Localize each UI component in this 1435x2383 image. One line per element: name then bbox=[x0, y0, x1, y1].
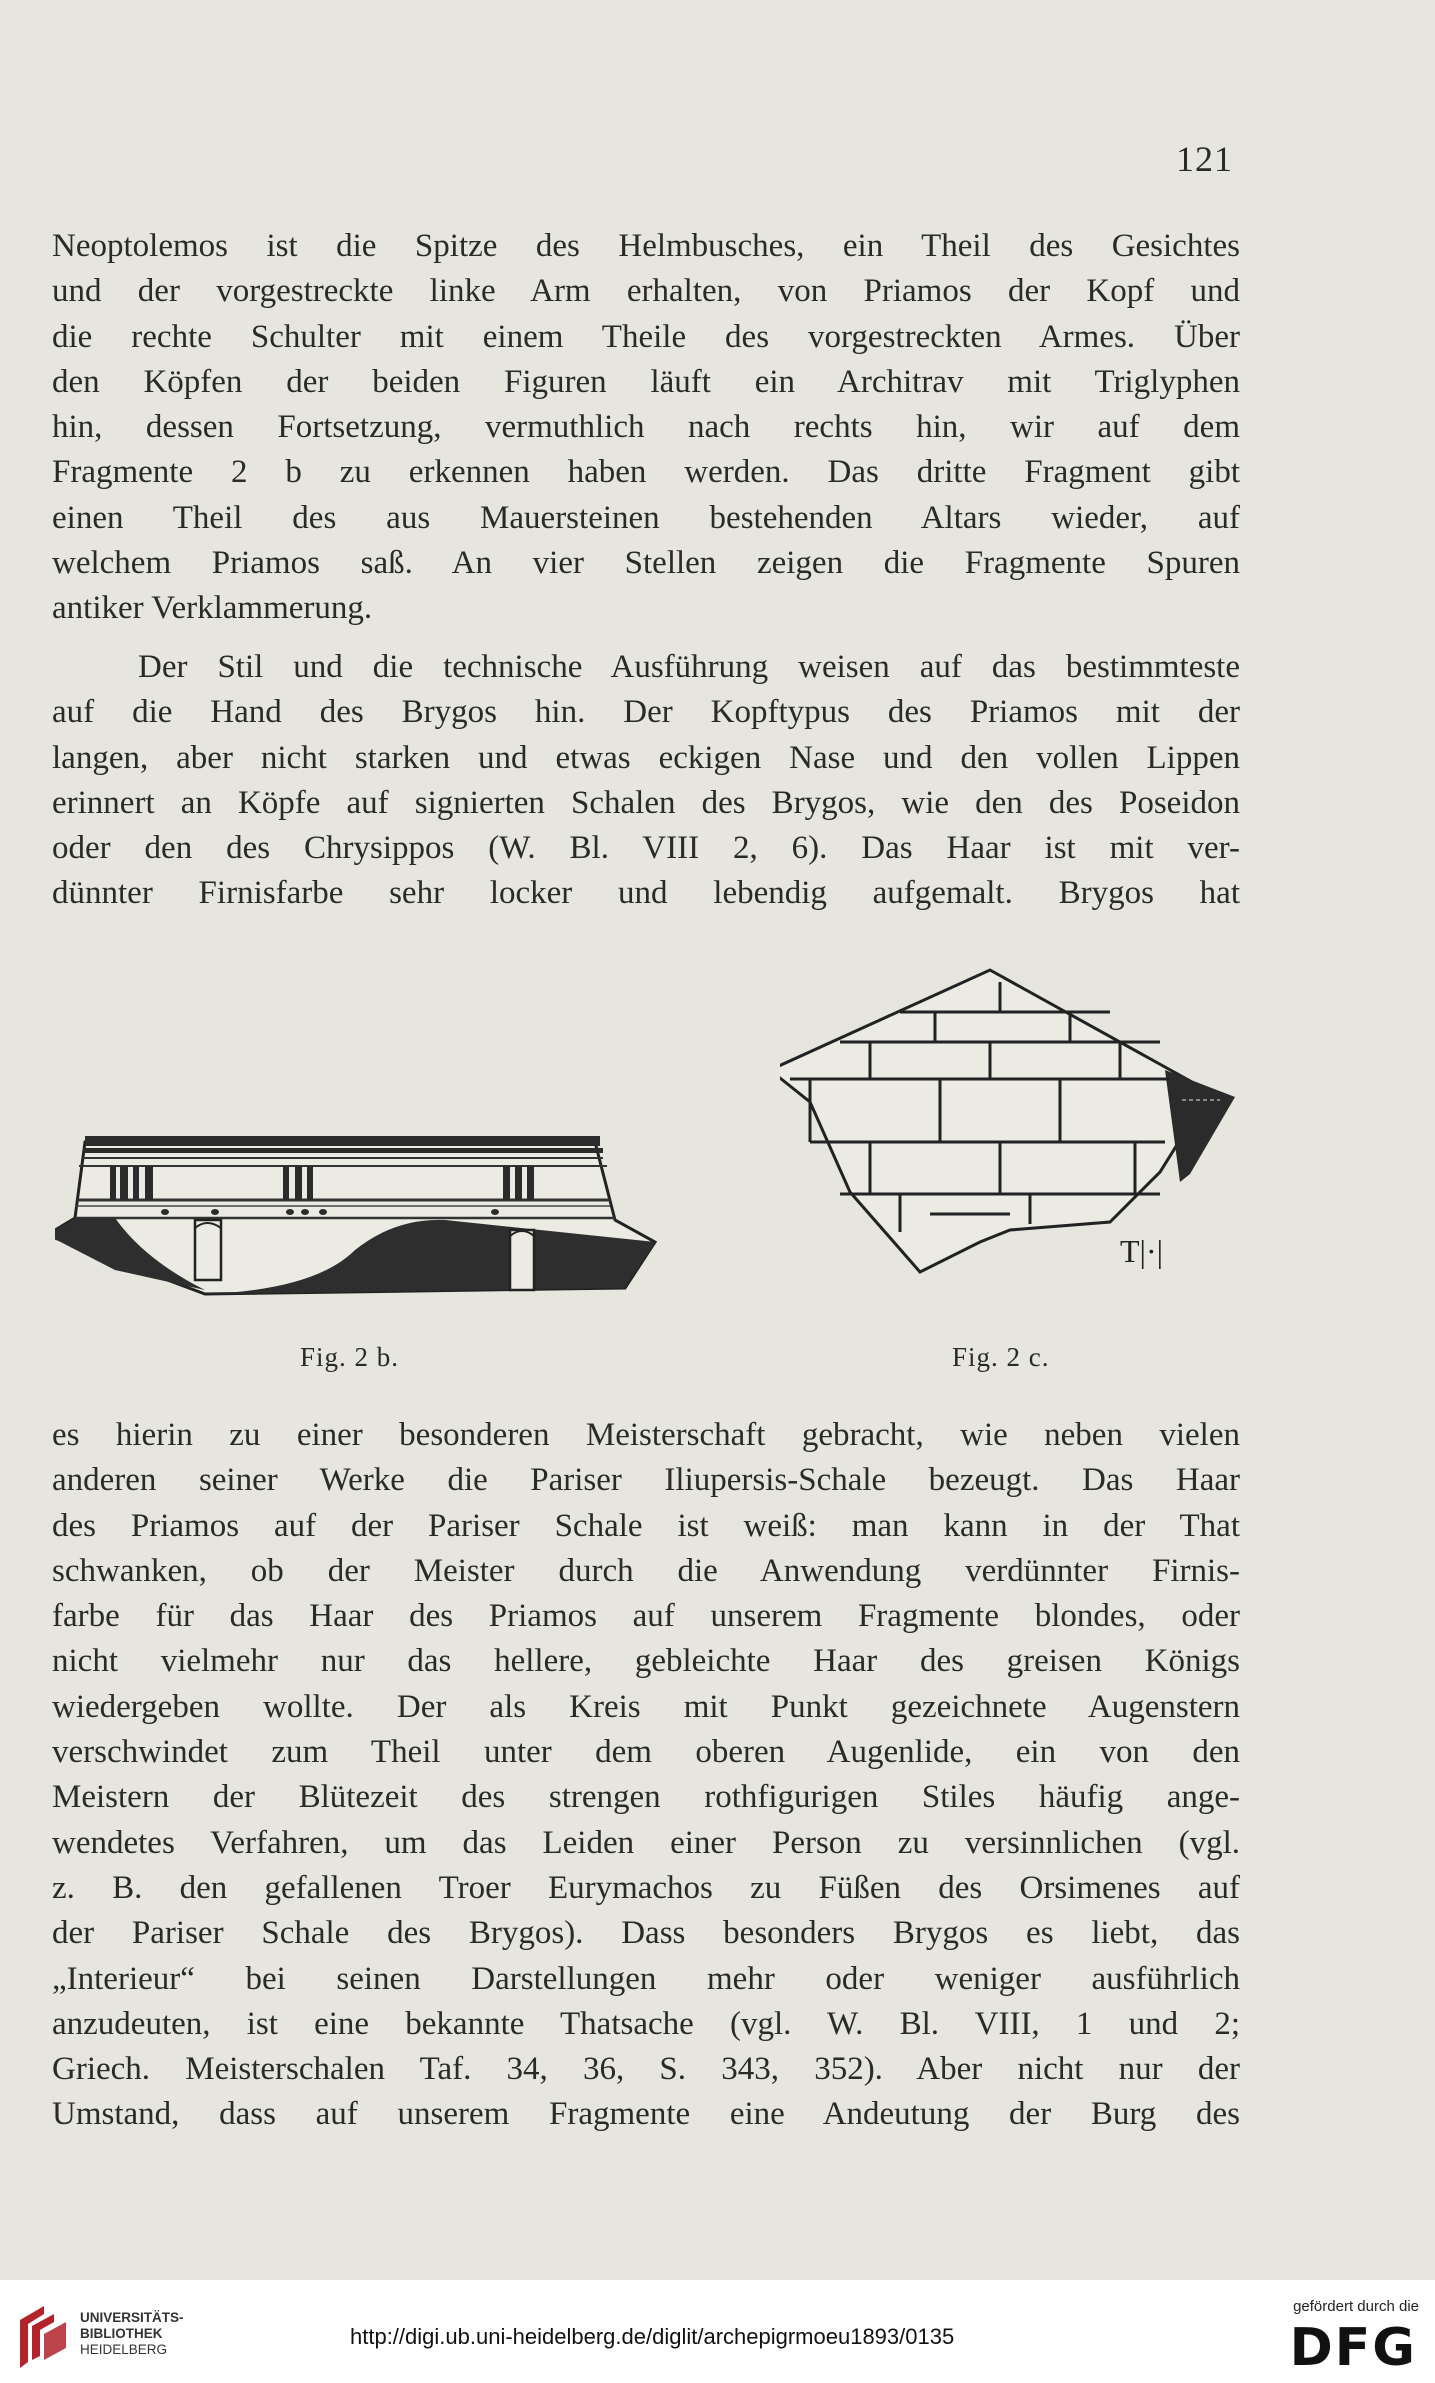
text-line: Umstand, dass auf unserem Fragmente eine Andeutung der Burg des bbox=[52, 2096, 1240, 2133]
text-line: antiker Verklammerung. bbox=[52, 590, 373, 627]
text-line: Der Stil und die technische Ausführung weisen auf das bestimmteste bbox=[138, 649, 1240, 685]
library-name bbox=[80, 2310, 184, 2358]
text-line: anzudeuten, ist eine bekannte Thatsache (vgl. W. Bl. VIII, 1 und 2; bbox=[52, 2005, 1240, 2042]
text-line: Neoptolemos ist die Spitze des Helmbusches, ein Theil des Gesichtes bbox=[52, 228, 1240, 264]
funded-by-label: gefördert durch die bbox=[1293, 2298, 1419, 2315]
text-line: wendetes Verfahren, um das Leiden einer Person zu versinnlichen (vgl. bbox=[52, 1824, 1240, 1861]
text-line: den Köpfen der beiden Figuren läuft ein Architrav mit Triglyphen bbox=[52, 363, 1240, 400]
page-number: 121 bbox=[1176, 139, 1233, 179]
text-line: „Interieur“ bei seinen Darstellungen mehr oder weniger ausführlich bbox=[52, 1960, 1240, 1997]
library-name-line: HEIDELBERG bbox=[80, 2342, 168, 2357]
figure-2c-mark: T|·| bbox=[1120, 1233, 1164, 1269]
text-line: Fragmente 2 b zu erkennen haben werden. Das dritte Fragment gibt bbox=[52, 454, 1240, 491]
text-line: z. B. den gefallenen Troer Eurymachos zu Füßen des Orsimenes auf bbox=[52, 1869, 1240, 1906]
paragraph-2 bbox=[52, 645, 1240, 917]
text-line: farbe für das Haar des Priamos auf unserem Fragmente blondes, oder bbox=[52, 1598, 1240, 1635]
figure-2b-drawing bbox=[55, 1100, 665, 1300]
library-logo-icon bbox=[14, 2302, 70, 2374]
footer-bar bbox=[0, 2280, 1435, 2383]
text-line: anderen seiner Werke die Pariser Iliupersis-Schale bezeugt. Das Haar bbox=[52, 1462, 1240, 1499]
text-line: wiedergeben wollte. Der als Kreis mit Punkt gezeichnete Augenstern bbox=[52, 1688, 1240, 1725]
paragraph-3 bbox=[52, 1413, 1240, 2138]
text-line: erinnert an Köpfe auf signierten Schalen des Brygos, wie den des Poseidon bbox=[52, 784, 1240, 821]
text-line: und der vorgestreckte linke Arm erhalten, von Priamos der Kopf und bbox=[52, 273, 1240, 310]
text-line: die rechte Schulter mit einem Theile des vorgestreckten Armes. Über bbox=[52, 318, 1240, 355]
text-line: welchem Priamos saß. An vier Stellen zeigen die Fragmente Spuren bbox=[52, 545, 1240, 582]
text-line: Griech. Meisterschalen Taf. 34, 36, S. 343, 352). Aber nicht nur der bbox=[52, 2051, 1240, 2088]
dfg-logo: DFG bbox=[1289, 2318, 1417, 2378]
text-line: verschwindet zum Theil unter dem oberen Augenlide, ein von den bbox=[52, 1734, 1240, 1771]
figure-2c-caption: Fig. 2 c. bbox=[952, 1342, 1050, 1372]
text-line: des Priamos auf der Pariser Schale ist weiß: man kann in der That bbox=[52, 1507, 1240, 1544]
text-line: nicht vielmehr nur das hellere, gebleichte Haar des greisen Königs bbox=[52, 1643, 1240, 1680]
figure-2b-caption: Fig. 2 b. bbox=[300, 1342, 400, 1372]
source-url-link[interactable]: http://digi.ub.uni-heidelberg.de/diglit/archepigrmoeu1893/0135 bbox=[350, 2324, 955, 2349]
text-line: auf die Hand des Brygos hin. Der Kopftypus des Priamos mit der bbox=[52, 694, 1240, 731]
text-line: einen Theil des aus Mauersteinen bestehenden Altars wieder, auf bbox=[52, 499, 1240, 536]
text-line: dünnter Firnisfarbe sehr locker und lebendig aufgemalt. Brygos hat bbox=[52, 875, 1240, 912]
library-name-line: UNIVERSITÄTS- bbox=[80, 2310, 184, 2325]
text-line: langen, aber nicht starken und etwas eckigen Nase und den vollen Lippen bbox=[52, 739, 1240, 776]
text-line: hin, dessen Fortsetzung, vermuthlich nach rechts hin, wir auf dem bbox=[52, 409, 1240, 446]
text-line: es hierin zu einer besonderen Meisterschaft gebracht, wie neben vielen bbox=[52, 1417, 1240, 1453]
text-line: schwanken, ob der Meister durch die Anwendung verdünnter Firnis- bbox=[52, 1552, 1240, 1589]
text-line: der Pariser Schale des Brygos). Dass besonders Brygos es liebt, das bbox=[52, 1915, 1240, 1952]
text-line: oder den des Chrysippos (W. Bl. VIII 2, 6). Das Haar ist mit ver- bbox=[52, 830, 1240, 867]
library-name-line: BIBLIOTHEK bbox=[80, 2326, 163, 2341]
text-line: Meistern der Blütezeit des strengen rothfigurigen Stiles häufig ange- bbox=[52, 1779, 1240, 1816]
figure-2c-drawing bbox=[780, 962, 1240, 1322]
paragraph-1 bbox=[52, 224, 1240, 632]
